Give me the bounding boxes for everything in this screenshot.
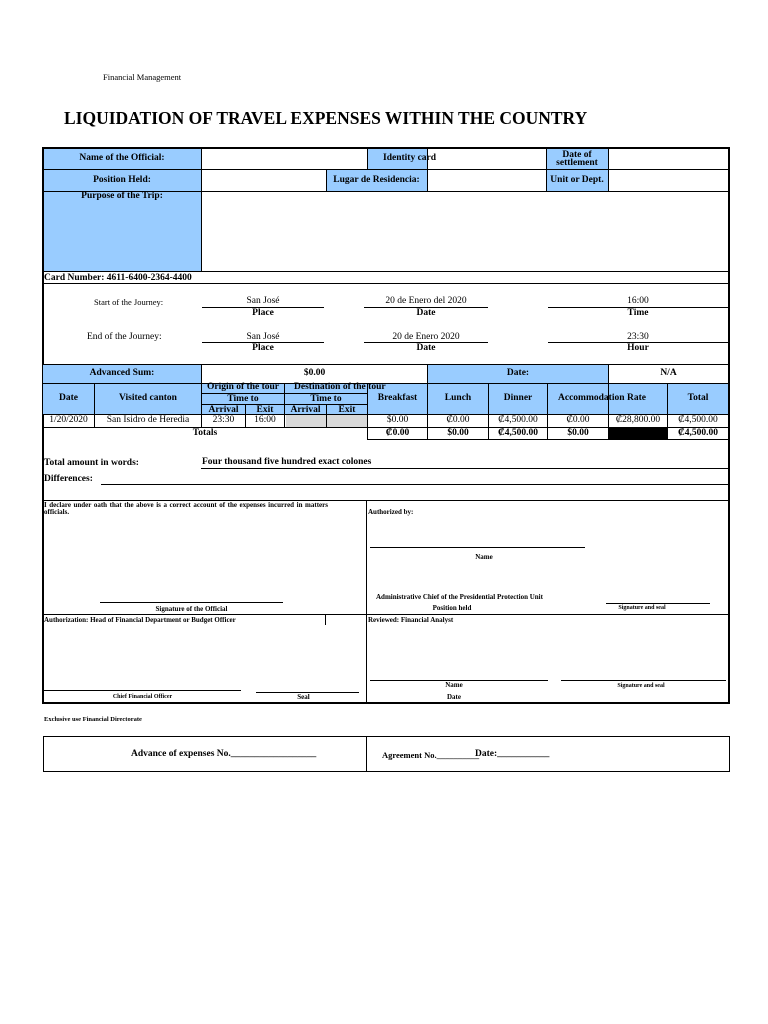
- authorized-by-label: Authorized by:: [368, 508, 414, 516]
- col-header-lunch: Lunch: [444, 393, 472, 404]
- advanced-sum-value[interactable]: $0.00: [303, 368, 326, 379]
- identity-card-field[interactable]: [428, 148, 546, 169]
- admin-chief-label: Administrative Chief of the Presidential Protection Unit: [376, 593, 543, 601]
- totals-breakfast: ₡0.00: [385, 427, 410, 438]
- position-held-field[interactable]: [202, 170, 326, 191]
- position-held-caption: Position held: [432, 604, 472, 612]
- totals-total: ₡4,500.00: [677, 427, 719, 438]
- col-header-time-to-origin: Time to: [227, 394, 259, 404]
- declaration-text-1: I declare under oath that the above is a correct account of the expenses incurred in matters: [44, 501, 328, 509]
- journey-start-place[interactable]: San José: [246, 296, 280, 306]
- amount-in-words-label: Total amount in words:: [44, 458, 139, 468]
- totals-label: Totals: [192, 427, 218, 438]
- declaration-text-2: officials.: [44, 508, 70, 516]
- place-caption-2: Place: [252, 343, 274, 353]
- row-breakfast[interactable]: $0.00: [386, 415, 409, 426]
- row-origin-arrival[interactable]: 23:30: [212, 415, 235, 426]
- col-header-origin-exit: Exit: [256, 405, 274, 415]
- differences-label: Differences:: [44, 474, 93, 484]
- official-name-label: Name of the Official:: [79, 152, 165, 163]
- totals-dinner: ₡4,500.00: [497, 427, 539, 438]
- col-header-canton: Visited canton: [119, 393, 177, 404]
- row-total[interactable]: ₡4,500.00: [678, 415, 718, 426]
- date-caption: Date: [416, 308, 436, 318]
- settlement-date-field[interactable]: [609, 148, 728, 169]
- col-header-dest-exit: Exit: [338, 405, 356, 415]
- col-header-dest-arrival: Arrival: [290, 405, 321, 415]
- settlement-date-label-2: settlement: [556, 158, 598, 168]
- official-name-field[interactable]: [202, 148, 367, 169]
- card-number: Card Number: 4611-6400-2364-4400: [44, 273, 192, 283]
- col-header-origin: Origin of the tour: [206, 382, 280, 392]
- purpose-field[interactable]: [205, 195, 725, 267]
- row-accommodation[interactable]: ₡0.00: [566, 415, 590, 426]
- amount-in-words-value[interactable]: Four thousand five hundred exact colones: [202, 457, 372, 467]
- col-header-accommodation: Accommodation: [558, 393, 625, 403]
- row-origin-exit[interactable]: 16:00: [254, 415, 276, 426]
- advance-of-expenses-field[interactable]: Advance of expenses No.__________________: [131, 749, 317, 759]
- advance-date-value[interactable]: N/A: [660, 368, 677, 379]
- row-date[interactable]: 1/20/2020: [49, 415, 88, 426]
- chief-financial-officer-caption: Chief Financial Officer: [112, 694, 173, 700]
- unit-dept-field[interactable]: [609, 170, 728, 191]
- totals-lunch: $0.00: [447, 427, 469, 438]
- purpose-label: Purpose of the Trip:: [81, 191, 163, 201]
- row-dest-exit[interactable]: [327, 415, 367, 427]
- col-header-dinner: Dinner: [503, 393, 533, 404]
- journey-end-date[interactable]: 20 de Enero 2020: [392, 332, 460, 342]
- date-caption-2: Date: [416, 343, 436, 353]
- col-header-origin-arrival: Arrival: [208, 405, 239, 415]
- residence-field[interactable]: [428, 170, 546, 191]
- row-dest-arrival[interactable]: [286, 415, 326, 427]
- journey-end-time[interactable]: 23:30: [627, 332, 649, 342]
- department-label: Financial Management: [103, 72, 182, 82]
- journey-start-label: Start of the Journey:: [94, 297, 164, 307]
- col-header-rate: Rate: [627, 393, 646, 403]
- col-header-date: Date: [59, 393, 78, 404]
- advanced-sum-label: Advanced Sum:: [89, 368, 155, 379]
- place-caption: Place: [252, 308, 274, 318]
- row-rate[interactable]: ₡28,800.00: [615, 415, 661, 426]
- agreement-no-field[interactable]: Agreement No.__________: [382, 750, 480, 760]
- page-title: LIQUIDATION OF TRAVEL EXPENSES WITHIN THE COUNTRY: [64, 108, 588, 128]
- journey-start-date[interactable]: 20 de Enero del 2020: [385, 296, 467, 306]
- row-lunch[interactable]: ₡0.00: [446, 415, 470, 426]
- row-dinner[interactable]: ₡4,500.00: [498, 415, 538, 426]
- identity-card-label: Identity card: [383, 153, 437, 163]
- position-held-label: Position Held:: [93, 174, 151, 185]
- journey-end-label: End of the Journey:: [87, 332, 162, 342]
- col-header-time-to-destination: Time to: [310, 394, 342, 404]
- col-header-breakfast: Breakfast: [377, 393, 418, 404]
- settlement-date-label-1: Date of: [562, 150, 592, 160]
- signature-seal-caption: Signature and seal: [618, 605, 666, 611]
- financial-directorate-box: [43, 736, 730, 772]
- authorization-label: Authorization: Head of Financial Department or Budget Officer: [44, 616, 236, 624]
- residence-label: Lugar de Residencia:: [333, 174, 420, 185]
- time-caption: Time: [627, 308, 649, 318]
- reviewed-label: Reviewed: Financial Analyst: [368, 616, 454, 624]
- journey-start-time[interactable]: 16:00: [627, 296, 649, 306]
- unit-dept-label: Unit or Dept.: [550, 174, 604, 185]
- journey-end-place[interactable]: San José: [246, 332, 280, 342]
- totals-accommodation: $0.00: [567, 427, 589, 438]
- advance-date-label: Date:: [506, 368, 530, 379]
- hour-caption: Hour: [627, 343, 649, 353]
- col-header-destination: Destination of the tour: [294, 382, 386, 392]
- col-header-total: Total: [687, 393, 709, 404]
- seal-caption: Seal: [297, 693, 310, 701]
- reviewed-signature-seal-caption: Signature and seal: [617, 683, 665, 689]
- signature-of-official: Signature of the Official: [155, 605, 228, 613]
- footer-date-field[interactable]: Date:___________: [475, 749, 550, 759]
- reviewed-date-caption: Date: [447, 693, 461, 701]
- row-canton[interactable]: San Isidro de Heredia: [106, 415, 190, 426]
- reviewed-name-caption: Name: [445, 681, 463, 689]
- authorized-name-caption: Name: [475, 553, 493, 561]
- exclusive-use-label: Exclusive use Financial Directorate: [44, 716, 142, 723]
